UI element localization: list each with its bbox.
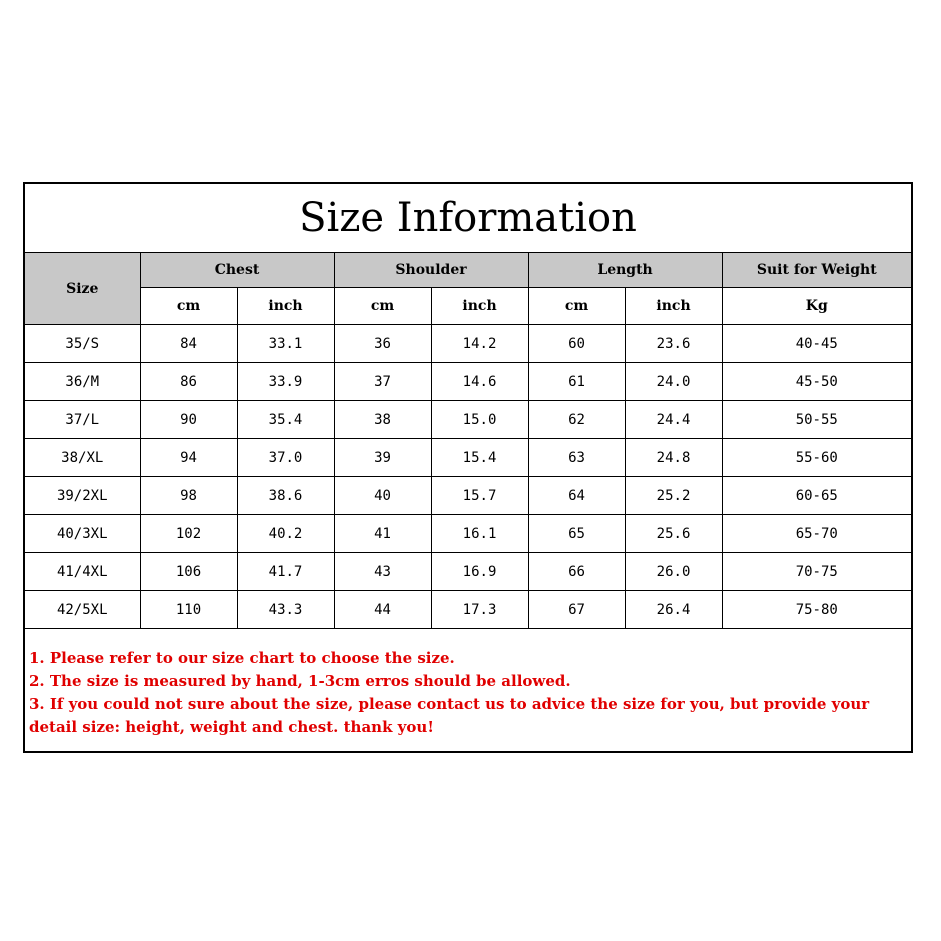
cell-weight: 65-70 bbox=[722, 515, 911, 553]
cell-chest-cm: 90 bbox=[140, 401, 237, 439]
cell-shoulder-cm: 36 bbox=[334, 325, 431, 363]
cell-shoulder-cm: 44 bbox=[334, 591, 431, 629]
size-rows bbox=[25, 325, 911, 629]
table-row bbox=[25, 401, 911, 439]
cell-shoulder-cm: 39 bbox=[334, 439, 431, 477]
cell-chest-inch: 35.4 bbox=[237, 401, 334, 439]
cell-size: 39/2XL bbox=[25, 477, 140, 515]
cell-shoulder-inch: 15.4 bbox=[431, 439, 528, 477]
unit-chest-cm: cm bbox=[140, 288, 237, 325]
cell-length-inch: 24.8 bbox=[625, 439, 722, 477]
note-3: 3. If you could not sure about the size, please contact us to advice the size for you, but provide your detail size: height, weight and chest. thank you! bbox=[29, 695, 870, 736]
cell-length-cm: 64 bbox=[528, 477, 625, 515]
cell-length-cm: 61 bbox=[528, 363, 625, 401]
note-1: 1. Please refer to our size chart to choose the size. bbox=[29, 649, 455, 667]
cell-chest-inch: 43.3 bbox=[237, 591, 334, 629]
notes bbox=[25, 629, 911, 739]
note-2: 2. The size is measured by hand, 1-3cm erros should be allowed. bbox=[29, 672, 571, 690]
cell-length-inch: 23.6 bbox=[625, 325, 722, 363]
cell-shoulder-inch: 15.7 bbox=[431, 477, 528, 515]
cell-shoulder-cm: 38 bbox=[334, 401, 431, 439]
cell-chest-inch: 40.2 bbox=[237, 515, 334, 553]
cell-shoulder-cm: 37 bbox=[334, 363, 431, 401]
cell-size: 38/XL bbox=[25, 439, 140, 477]
table-row bbox=[25, 591, 911, 629]
table-row bbox=[25, 553, 911, 591]
header-size: Size bbox=[25, 253, 140, 325]
cell-chest-inch: 33.1 bbox=[237, 325, 334, 363]
cell-shoulder-cm: 41 bbox=[334, 515, 431, 553]
unit-length-cm: cm bbox=[528, 288, 625, 325]
cell-length-cm: 63 bbox=[528, 439, 625, 477]
cell-size: 41/4XL bbox=[25, 553, 140, 591]
cell-chest-inch: 41.7 bbox=[237, 553, 334, 591]
cell-weight: 60-65 bbox=[722, 477, 911, 515]
cell-chest-cm: 94 bbox=[140, 439, 237, 477]
cell-shoulder-cm: 43 bbox=[334, 553, 431, 591]
table-row bbox=[25, 439, 911, 477]
header-chest: Chest bbox=[140, 253, 334, 288]
unit-length-inch: inch bbox=[625, 288, 722, 325]
chart-title: Size Information bbox=[25, 184, 911, 253]
cell-shoulder-inch: 16.1 bbox=[431, 515, 528, 553]
cell-chest-cm: 84 bbox=[140, 325, 237, 363]
cell-size: 36/M bbox=[25, 363, 140, 401]
cell-size: 37/L bbox=[25, 401, 140, 439]
unit-weight-kg: Kg bbox=[722, 288, 911, 325]
cell-shoulder-inch: 17.3 bbox=[431, 591, 528, 629]
cell-weight: 75-80 bbox=[722, 591, 911, 629]
size-table bbox=[25, 253, 911, 629]
table-row bbox=[25, 363, 911, 401]
header-length: Length bbox=[528, 253, 722, 288]
cell-size: 42/5XL bbox=[25, 591, 140, 629]
cell-shoulder-inch: 14.2 bbox=[431, 325, 528, 363]
cell-shoulder-inch: 16.9 bbox=[431, 553, 528, 591]
cell-size: 40/3XL bbox=[25, 515, 140, 553]
cell-shoulder-inch: 14.6 bbox=[431, 363, 528, 401]
cell-length-inch: 24.4 bbox=[625, 401, 722, 439]
table-row bbox=[25, 325, 911, 363]
cell-weight: 45-50 bbox=[722, 363, 911, 401]
header-weight: Suit for Weight bbox=[722, 253, 911, 288]
cell-chest-inch: 37.0 bbox=[237, 439, 334, 477]
cell-length-inch: 26.0 bbox=[625, 553, 722, 591]
cell-chest-inch: 38.6 bbox=[237, 477, 334, 515]
cell-chest-inch: 33.9 bbox=[237, 363, 334, 401]
cell-length-cm: 60 bbox=[528, 325, 625, 363]
table-row bbox=[25, 515, 911, 553]
header-row-units bbox=[25, 288, 911, 325]
cell-chest-cm: 110 bbox=[140, 591, 237, 629]
table-row bbox=[25, 477, 911, 515]
size-chart bbox=[23, 182, 913, 753]
cell-weight: 70-75 bbox=[722, 553, 911, 591]
cell-length-inch: 25.2 bbox=[625, 477, 722, 515]
cell-chest-cm: 106 bbox=[140, 553, 237, 591]
cell-weight: 50-55 bbox=[722, 401, 911, 439]
cell-length-inch: 26.4 bbox=[625, 591, 722, 629]
cell-shoulder-inch: 15.0 bbox=[431, 401, 528, 439]
header-shoulder: Shoulder bbox=[334, 253, 528, 288]
cell-shoulder-cm: 40 bbox=[334, 477, 431, 515]
unit-chest-inch: inch bbox=[237, 288, 334, 325]
header-row-groups bbox=[25, 253, 911, 288]
unit-shoulder-inch: inch bbox=[431, 288, 528, 325]
cell-chest-cm: 86 bbox=[140, 363, 237, 401]
cell-size: 35/S bbox=[25, 325, 140, 363]
cell-length-inch: 25.6 bbox=[625, 515, 722, 553]
cell-length-cm: 67 bbox=[528, 591, 625, 629]
cell-length-inch: 24.0 bbox=[625, 363, 722, 401]
cell-chest-cm: 102 bbox=[140, 515, 237, 553]
cell-chest-cm: 98 bbox=[140, 477, 237, 515]
cell-weight: 40-45 bbox=[722, 325, 911, 363]
cell-length-cm: 65 bbox=[528, 515, 625, 553]
cell-length-cm: 66 bbox=[528, 553, 625, 591]
cell-length-cm: 62 bbox=[528, 401, 625, 439]
unit-shoulder-cm: cm bbox=[334, 288, 431, 325]
cell-weight: 55-60 bbox=[722, 439, 911, 477]
